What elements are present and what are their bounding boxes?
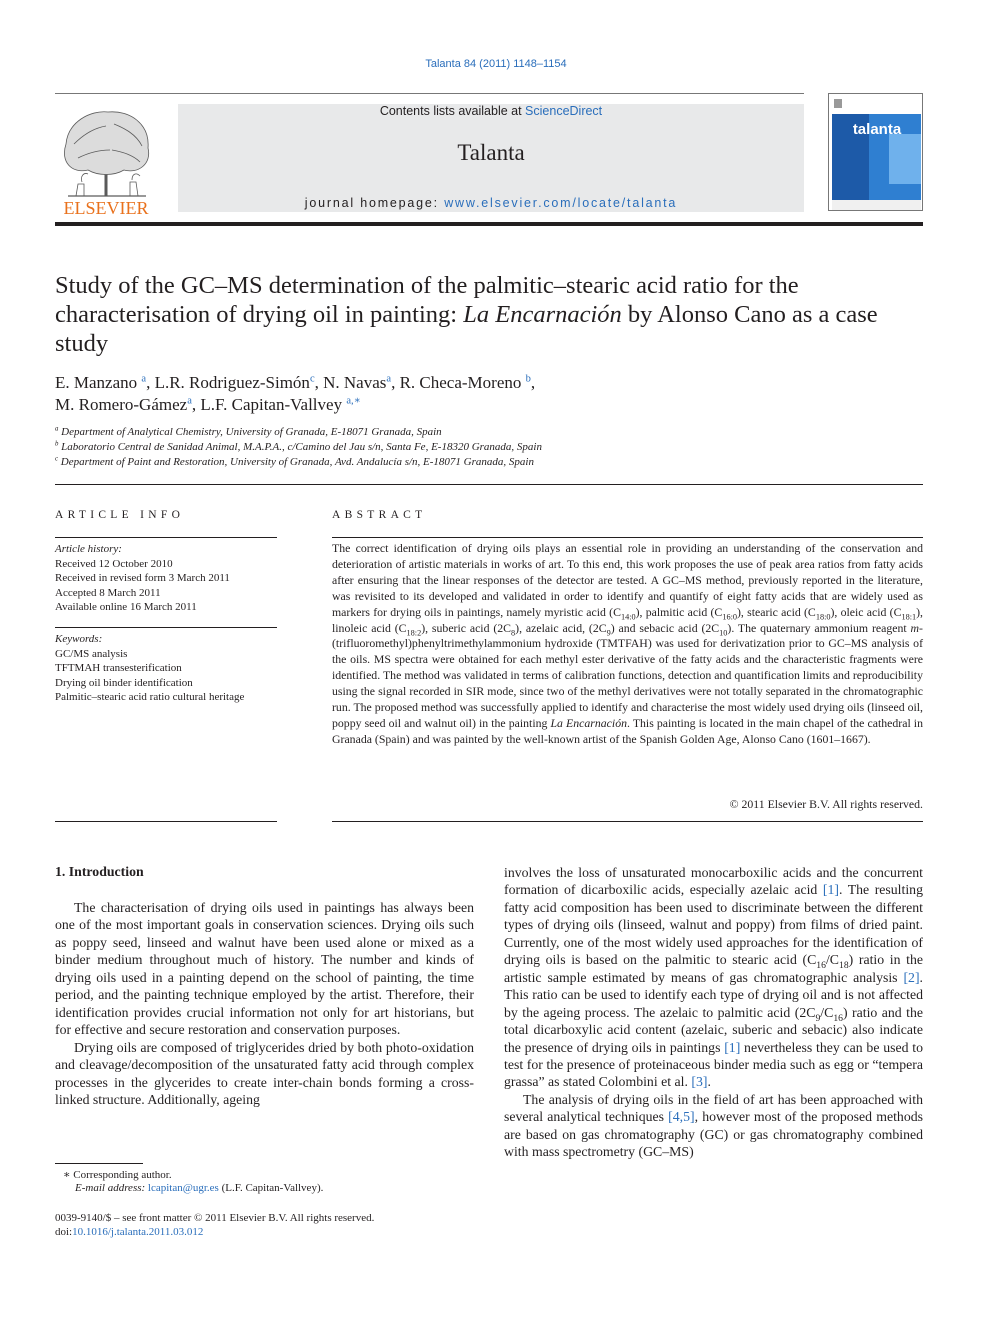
affiliation: $^b$ Laboratorio Central de Sanidad Animal, M.A.P.A., c/Camino del Jau s/n, Santa Fe, E-18320 Granada, Spain	[55, 440, 542, 453]
header-thick-rule	[55, 222, 923, 226]
info-rule	[55, 821, 277, 822]
keyword: Drying oil binder identification	[55, 676, 193, 689]
title-part: by Alonso Cano as a case study	[55, 301, 878, 357]
info-rule	[55, 537, 277, 538]
elsevier-wordmark: ELSEVIER	[63, 198, 149, 216]
author: R. Checa-Moreno $^b$,	[399, 373, 536, 392]
body-paragraph: involves the loss of unsaturated monocarboxilic acids and the concurrent formation of dicarboxilic acids, especially azelaic acid [1]. The resulting fatty acid composition has been used to discriminate between the different types of drying oils (linseed, walnut and poppy) from films of dried paint. Currently, one of the most widely used approaches for the identification of drying oils is based on the palmitic to stearic acid $(C_{16}/C_{18})$ ratio in the artistic sample estimated by means of gas chromatographic analysis [2]. This ratio can be used to identify each type of drying oil and is not affected by the ageing process. The azelaic to palmitic acid $(2C_9/C_{16})$ ratio and the total dicarboxylic acid content (azelaic, suberic and sebacic) also indicate the presence of drying oils in paintings [1] nevertheless they can be used to test for the presence of proteinaceous binder media such as egg or “tempera grassa” as stated Colombini et al. [3].	[504, 865, 924, 1090]
article-info-heading: ARTICLE INFO	[55, 509, 185, 521]
elsevier-tree-icon	[54, 104, 158, 216]
email-link[interactable]: lcapitan@ugr.es	[147, 1182, 219, 1194]
journal-name: Talanta	[457, 140, 525, 165]
keywords	[55, 632, 277, 705]
author: L.R. Rodriguez-Simón$^c$,	[154, 373, 324, 392]
doi-line: doi:10.1016/j.talanta.2011.03.012	[55, 1226, 204, 1238]
author-affiliation-mark[interactable]: c	[309, 373, 315, 385]
abstract-text: The correct identification of drying oils plays an essential role in providing an understanding of the conservation and deterioration of artistic materials in works of art. To this end, this work proposes the use of peak area ratios from fatty acids after ensuring that the linear responses of the detector are tested. A GC–MS method, previously reported in the literature, was revisited to its developed and validated in order to identify and quantify of eight fatty acids that are widely used as markers for drying oils in paintings, namely myristic acid $(C_{14:0})$, palmitic acid $(C_{16:0})$, stearic acid $(C_{18:0})$, oleic acid $(C_{18:1})$, linoleic acid $(C_{18:2})$, suberic acid $(2C_8)$, azelaic acid, $(2C_9)$ and sebacic acid $(2C_{10})$. The quaternary ammonium reagent m-(trifluoromethyl)phenyltrimethylammonium hydroxide (TMTFAH) was used for derivatization prior to GC–MS analysis of the oils. MS spectra were obtained for each methyl ester derivative of the fatty acids and the characteristic fragments were identified. The method was validated in terms of calibration functions, detection and quantification limits and reproducibility using the signal recorded in SIR mode, since two of the methyl derivatives were not totally separated in the chromatographic run. The proposed method was successfully applied to identify and characterise the most widely used drying oils (linseed oil, poppy seed oil and walnut oil) in the painting La Encarnación. This painting is located in the main chapel of the cathedral in Granada (Spain) and was painted by the well-known artist of the Spanish Golden Age, Alonso Cano (1601–1667).	[332, 541, 924, 746]
author-list	[55, 372, 875, 416]
body-paragraph: The analysis of drying oils in the field of art has been approached with several analytical techniques [4,5], however most of the proposed methods are based on gas chromatography (GC) or gas chromatography combined with mass spectrometry (GC–MS)	[504, 1091, 923, 1160]
article-history	[55, 542, 277, 615]
history-item: Accepted 8 March 2011	[55, 586, 161, 599]
email-note: E-mail address: lcapitan@ugr.es (L.F. Capitan-Vallvey).	[75, 1182, 324, 1194]
author-affiliation-mark[interactable]: a	[386, 373, 392, 385]
elsevier-logo[interactable]	[54, 104, 158, 216]
keyword: Palmitic–stearic acid ratio cultural heritage	[55, 691, 245, 704]
title-part: Study of the GC–MS determination of the palmitic–stearic acid ratio for the characterisation of drying oil in painting:	[55, 272, 799, 328]
body-column-right	[504, 864, 923, 1161]
citation-link[interactable]: [3]	[691, 1074, 708, 1090]
abstract-rule	[332, 821, 923, 822]
affiliation: $^a$ Department of Analytical Chemistry, University of Granada, E-18071 Granada, Spain	[55, 425, 442, 438]
body-paragraph: The characterisation of drying oils used in paintings has always been one of the most important goals in conservation sciences. Drying oils such as poppy seed, linseed and walnut have been used alone or mixed as a binder medium throughout much of history. The number and kinds of drying oils used in a painting depend on the school of painting, the time period, and the painting technique employed by the artist. Therefore, their identification provides crucial information not only for art historians, but for effective and secure restoration and conservation purposes.	[55, 900, 474, 1038]
section-rule	[55, 484, 923, 485]
cover-image-icon	[829, 94, 923, 211]
contents-line	[178, 104, 804, 118]
author: E. Manzano $^a$,	[55, 373, 155, 392]
keyword: GC/MS analysis	[55, 647, 128, 660]
history-item: Received 12 October 2010	[55, 557, 173, 570]
citation-link[interactable]: [1]	[724, 1039, 741, 1055]
abstract-rule	[332, 537, 923, 538]
body-paragraph: Drying oils are composed of triglycerides dried by both photo-oxidation and cleavage/decomposition of the unsaturated fatty acid through complex processes in the glycerides to create inter-chain bonds forming a cross-linked structure. Additionally, ageing	[55, 1039, 474, 1107]
citation-link[interactable]: [1]	[822, 882, 839, 898]
history-item: Available online 16 March 2011	[55, 601, 197, 614]
author: N. Navas$^a$,	[323, 373, 400, 392]
history-item: Received in revised form 3 March 2011	[55, 572, 230, 585]
doi-link[interactable]: 10.1016/j.talanta.2011.03.012	[72, 1226, 204, 1238]
keyword: TFTMAH transesterification	[55, 662, 182, 675]
issn-line: 0039-9140/$ – see front matter © 2011 Elsevier B.V. All rights reserved.	[55, 1212, 375, 1224]
homepage-line	[178, 196, 804, 210]
sciencedirect-link[interactable]: ScienceDirect	[525, 104, 603, 118]
introduction-heading: 1. Introduction	[55, 864, 144, 879]
title-painting-name: La Encarnación	[463, 301, 622, 328]
contents-prefix: Contents lists available at	[379, 104, 526, 118]
author-affiliation-mark[interactable]: a,∗	[346, 395, 361, 407]
body-column-left	[55, 899, 474, 1108]
abstract-heading: ABSTRACT	[332, 509, 427, 521]
author-affiliation-mark[interactable]: b	[525, 373, 531, 385]
affiliation: $^c$ Department of Paint and Restoration, University of Granada, Avd. Andalucía s/n, E-18071 Granada, Spain	[55, 455, 534, 468]
article-title	[55, 271, 885, 358]
homepage-link[interactable]: www.elsevier.com/locate/talanta	[444, 196, 678, 210]
header-rule	[55, 93, 804, 94]
keywords-label: Keywords:	[55, 633, 103, 645]
footnote-rule	[55, 1163, 143, 1164]
corresponding-author-note: ∗ Corresponding author.	[63, 1169, 172, 1181]
journal-reference[interactable]: Talanta 84 (2011) 1148–1154	[425, 58, 567, 70]
citation-link[interactable]: [4,5]	[668, 1109, 695, 1125]
author: L.F. Capitan-Vallvey $^{a,∗}$	[200, 395, 361, 414]
cover-title: talanta	[852, 121, 902, 138]
homepage-prefix: journal homepage:	[304, 196, 445, 210]
copyright-notice: © 2011 Elsevier B.V. All rights reserved.	[729, 797, 923, 811]
author-affiliation-mark[interactable]: a	[141, 373, 147, 385]
author-affiliation-mark[interactable]: a	[187, 395, 192, 407]
citation-link[interactable]: [2]	[903, 969, 920, 985]
journal-cover-thumbnail[interactable]	[828, 93, 923, 211]
info-rule	[55, 627, 277, 628]
author: M. Romero-Gámez$^a$,	[55, 395, 201, 414]
history-label: Article history:	[55, 543, 122, 555]
